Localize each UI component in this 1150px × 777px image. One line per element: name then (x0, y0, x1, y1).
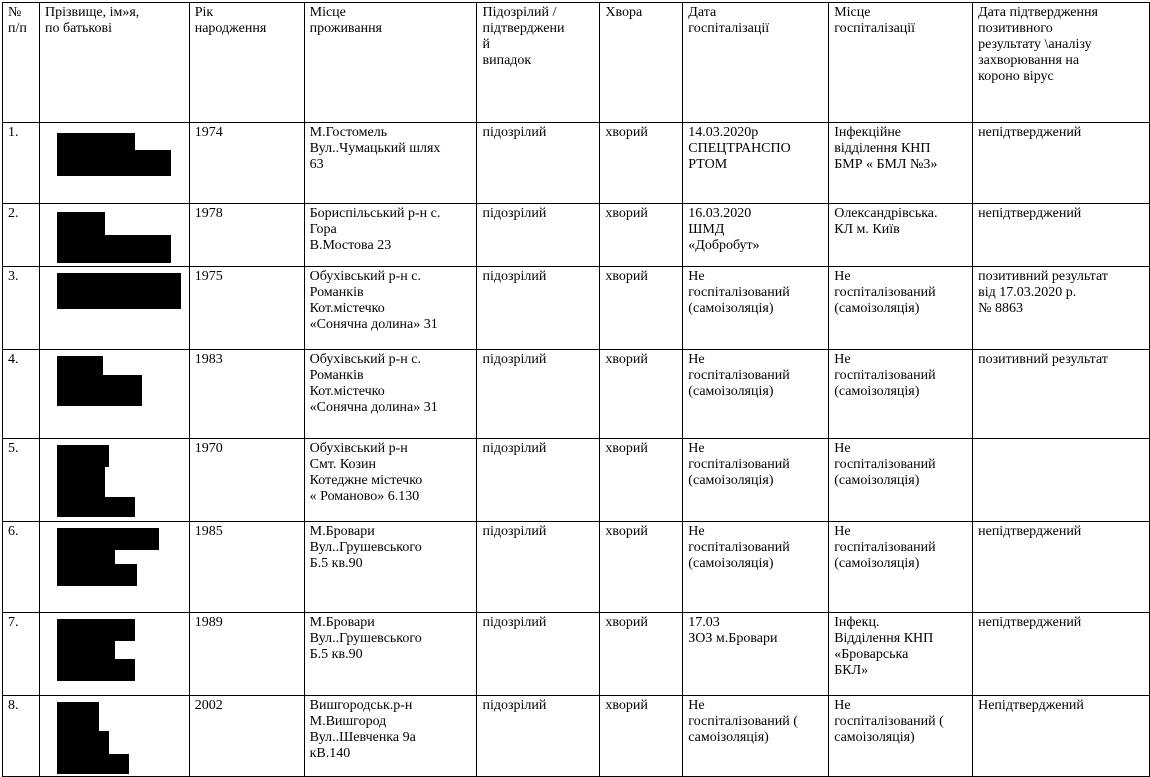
redaction-block (45, 269, 184, 349)
table-row (3, 350, 1150, 439)
residence: М.Гостомель Вул..Чумацький шлях 63 (304, 123, 477, 204)
redaction-bar (57, 528, 159, 550)
table-header-row (3, 3, 1150, 123)
redaction-bar (57, 375, 142, 393)
row-number: 4. (3, 350, 40, 439)
table-row (3, 123, 1150, 204)
row-number: 8. (3, 696, 40, 777)
residence: Обухівський р-н с. Романків Кот.містечко «Сонячна долина» 31 (304, 350, 477, 439)
name-redacted (39, 613, 189, 696)
redaction-bar (57, 235, 171, 263)
table-row (3, 696, 1150, 777)
table-row (3, 267, 1150, 350)
header-ill: Хвора (600, 3, 683, 123)
ill-status: хворий (600, 204, 683, 267)
header-hospitalization-date: Дата госпіталізації (683, 3, 829, 123)
case-status: підозрілий (477, 522, 600, 613)
header-hospitalization-place: Місце госпіталізації (829, 3, 973, 123)
hospitalization-place: Не госпіталізований (самоізоляція) (829, 350, 973, 439)
table-row (3, 439, 1150, 522)
confirmation-result: непідтверджений (973, 613, 1150, 696)
row-number: 5. (3, 439, 40, 522)
redaction-block (45, 615, 184, 695)
ill-status: хворий (600, 350, 683, 439)
redaction-bar (57, 273, 181, 309)
case-status: підозрілий (477, 204, 600, 267)
ill-status: хворий (600, 439, 683, 522)
redaction-bar (57, 640, 115, 660)
redaction-bar (57, 497, 135, 517)
redaction-block (45, 441, 184, 521)
name-redacted (39, 350, 189, 439)
header-birth-year: Рік народження (189, 3, 304, 123)
header-number: № п/п (3, 3, 40, 123)
residence: Обухівський р-н с. Романків Кот.містечко «Сонячна долина» 31 (304, 267, 477, 350)
residence: М.Бровари Вул..Грушевського Б.5 кв.90 (304, 613, 477, 696)
hospitalization-place: Інфекц. Відділення КНП «Броварська БКЛ» (829, 613, 973, 696)
hospitalization-place: Не госпіталізований (самоізоляція) (829, 439, 973, 522)
ill-status: хворий (600, 613, 683, 696)
case-status: підозрілий (477, 439, 600, 522)
redaction-bar (57, 659, 135, 681)
birth-year: 1989 (189, 613, 304, 696)
header-residence: Місце проживання (304, 3, 477, 123)
ill-status: хворий (600, 267, 683, 350)
redaction-bar (57, 356, 103, 376)
hospitalization-place: Не госпіталізований (самоізоляція) (829, 267, 973, 350)
hospitalization-date: Не госпіталізований (самоізоляція) (683, 350, 829, 439)
hospitalization-place: Олександрівська. КЛ м. Київ (829, 204, 973, 267)
case-status: підозрілий (477, 350, 600, 439)
confirmation-result: позитивний результат від 17.03.2020 р. № 8863 (973, 267, 1150, 350)
patient-registry-table (2, 2, 1150, 777)
hospitalization-place: Не госпіталізований ( самоізоляція) (829, 696, 973, 777)
row-number: 6. (3, 522, 40, 613)
redaction-bar (57, 150, 171, 176)
case-status: підозрілий (477, 613, 600, 696)
residence: Вишгородськ.р-н М.Вишгород Вул..Шевченка 9а кВ.140 (304, 696, 477, 777)
redaction-bar (57, 754, 129, 774)
confirmation-result: непідтверджений (973, 123, 1150, 204)
redaction-block (45, 698, 184, 776)
name-redacted (39, 204, 189, 267)
redaction-bar (57, 702, 99, 732)
redaction-block (45, 125, 184, 203)
redaction-block (45, 524, 184, 612)
redaction-block (45, 206, 184, 266)
redaction-block (45, 352, 184, 438)
name-redacted (39, 522, 189, 613)
name-redacted (39, 696, 189, 777)
header-confirmation-date: Дата підтвердження позитивного результату \аналізу захворювання на короно вірус (973, 3, 1150, 123)
birth-year: 1985 (189, 522, 304, 613)
row-number: 3. (3, 267, 40, 350)
birth-year: 1975 (189, 267, 304, 350)
birth-year: 2002 (189, 696, 304, 777)
row-number: 7. (3, 613, 40, 696)
hospitalization-date: Не госпіталізований ( самоізоляція) (683, 696, 829, 777)
birth-year: 1974 (189, 123, 304, 204)
hospitalization-date: 16.03.2020 ШМД «Добробут» (683, 204, 829, 267)
hospitalization-place: Інфекційне відділення КНП БМР « БМЛ №3» (829, 123, 973, 204)
confirmation-result (973, 439, 1150, 522)
redaction-bar (57, 445, 109, 467)
redaction-bar (57, 466, 105, 498)
residence: Обухівський р-н Смт. Козин Котеджне містечко « Романово» 6.130 (304, 439, 477, 522)
name-redacted (39, 267, 189, 350)
hospitalization-date: 14.03.2020р СПЕЦТРАНСПО РТОМ (683, 123, 829, 204)
table-row (3, 522, 1150, 613)
name-redacted (39, 123, 189, 204)
header-full-name: Прізвище, ім»я, по батькові (39, 3, 189, 123)
hospitalization-date: Не госпіталізований (самоізоляція) (683, 439, 829, 522)
residence: М.Бровари Вул..Грушевського Б.5 кв.90 (304, 522, 477, 613)
case-status: підозрілий (477, 267, 600, 350)
birth-year: 1978 (189, 204, 304, 267)
hospitalization-date: Не госпіталізований (самоізоляція) (683, 522, 829, 613)
redaction-bar (57, 619, 135, 641)
ill-status: хворий (600, 123, 683, 204)
birth-year: 1983 (189, 350, 304, 439)
ill-status: хворий (600, 522, 683, 613)
redaction-bar (57, 392, 142, 406)
row-number: 1. (3, 123, 40, 204)
table-row (3, 204, 1150, 267)
hospitalization-date: Не госпіталізований (самоізоляція) (683, 267, 829, 350)
row-number: 2. (3, 204, 40, 267)
hospitalization-date: 17.03 ЗОЗ м.Бровари (683, 613, 829, 696)
confirmation-result: непідтверджений (973, 522, 1150, 613)
ill-status: хворий (600, 696, 683, 777)
confirmation-result: непідтверджений (973, 204, 1150, 267)
hospitalization-place: Не госпіталізований (самоізоляція) (829, 522, 973, 613)
confirmation-result: позитивний результат (973, 350, 1150, 439)
confirmation-result: Непідтверджений (973, 696, 1150, 777)
redaction-bar (57, 731, 109, 755)
birth-year: 1970 (189, 439, 304, 522)
redaction-bar (57, 133, 135, 151)
residence: Бориспільський р-н с. Гора В.Мостова 23 (304, 204, 477, 267)
case-status: підозрілий (477, 123, 600, 204)
name-redacted (39, 439, 189, 522)
redaction-bar (57, 212, 105, 236)
header-case-status: Підозрілий / підтверджени й випадок (477, 3, 600, 123)
redaction-bar (57, 564, 137, 586)
case-status: підозрілий (477, 696, 600, 777)
table-row (3, 613, 1150, 696)
